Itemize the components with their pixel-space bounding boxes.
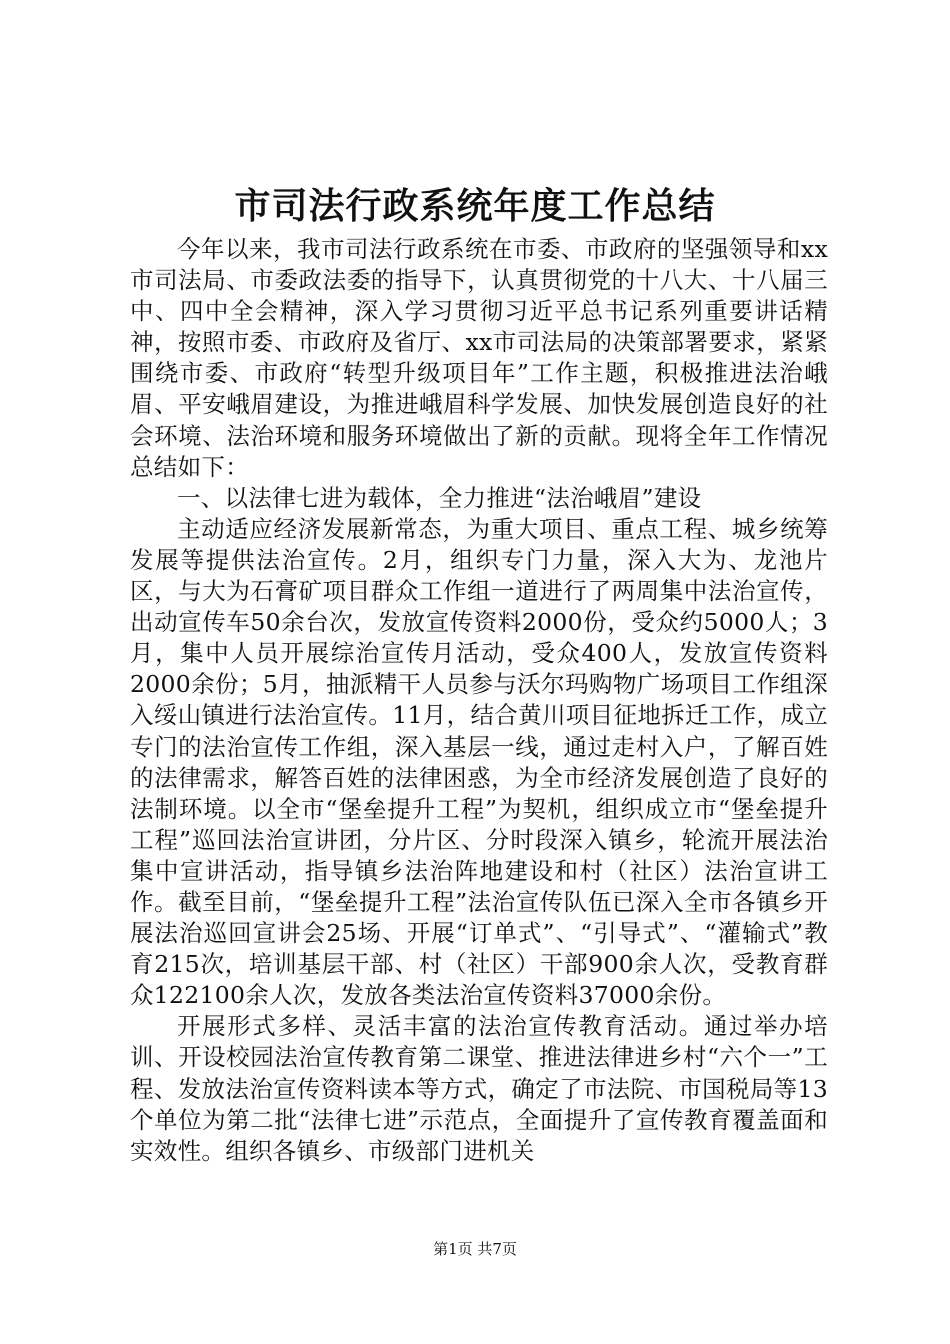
page-footer: 第1页 共7页	[433, 1240, 517, 1258]
document-title: 市司法行政系统年度工作总结	[234, 185, 716, 227]
section-heading: 一、以法律七进为载体，全力推进“法治峨眉”建设	[177, 483, 702, 512]
document-body	[130, 234, 828, 1167]
intro-paragraph: 今年以来，我市司法行政系统在市委、市政府的坚强领导和xx市司法局、市委政法委的指导下，认真贯彻党的十八大、十八届三中、四中全会精神，深入学习贯彻习近平总书记系列重要讲话精神，按照市委、市政府及省厅、xx市司法局的决策部署要求，紧紧围绕市委、市政府“转型升级项目年”工作主题，积极推进法治峨眉、平安峨眉建设，为推进峨眉科学发展、加快发展创造良好的社会环境、法治环境和服务环境做出了新的贡献。现将全年工作情况总结如下：	[130, 235, 828, 481]
body-paragraph: 主动适应经济发展新常态，为重大项目、重点工程、城乡统筹发展等提供法治宣传。2月，组织专门力量，深入大为、龙池片区，与大为石膏矿项目群众工作组一道进行了两周集中法治宣传，出动宣传车50余台次，发放宣传资料2000份，受众约5000人；3月，集中人员开展综治宣传月活动，受众400人，发放宣传资料2000余份；5月，抽派精干人员参与沃尔玛购物广场项目工作组深入绥山镇进行法治宣传。11月，结合黄川项目征地拆迁工作，成立专门的法治宣传工作组，深入基层一线，通过走村入户，了解百姓的法律需求，解答百姓的法律困惑，为全市经济发展创造了良好的法制环境。以全市“堡垒提升工程”为契机，组织成立市“堡垒提升工程”巡回法治宣讲团，分片区、分时段深入镇乡，轮流开展法治集中宣讲活动，指导镇乡法治阵地建设和村（社区）法治宣讲工作。截至目前，“堡垒提升工程”法治宣传队伍已深入全市各镇乡开展法治巡回宣讲会25场、开展“订单式”、“引导式”、“灌输式”教育215次，培训基层干部、村（社区）干部900余人次，受教育群众122100余人次，发放各类法治宣传资料37000余份。	[130, 514, 828, 1010]
body-paragraph: 开展形式多样、灵活丰富的法治宣传教育活动。通过举办培训、开设校园法治宣传教育第二课堂、推进法律进乡村“六个一”工程、发放法治宣传资料读本等方式，确定了市法院、市国税局等13个单位为第二批“法律七进”示范点，全面提升了宣传教育覆盖面和实效性。组织各镇乡、市级部门进机关	[130, 1012, 828, 1165]
